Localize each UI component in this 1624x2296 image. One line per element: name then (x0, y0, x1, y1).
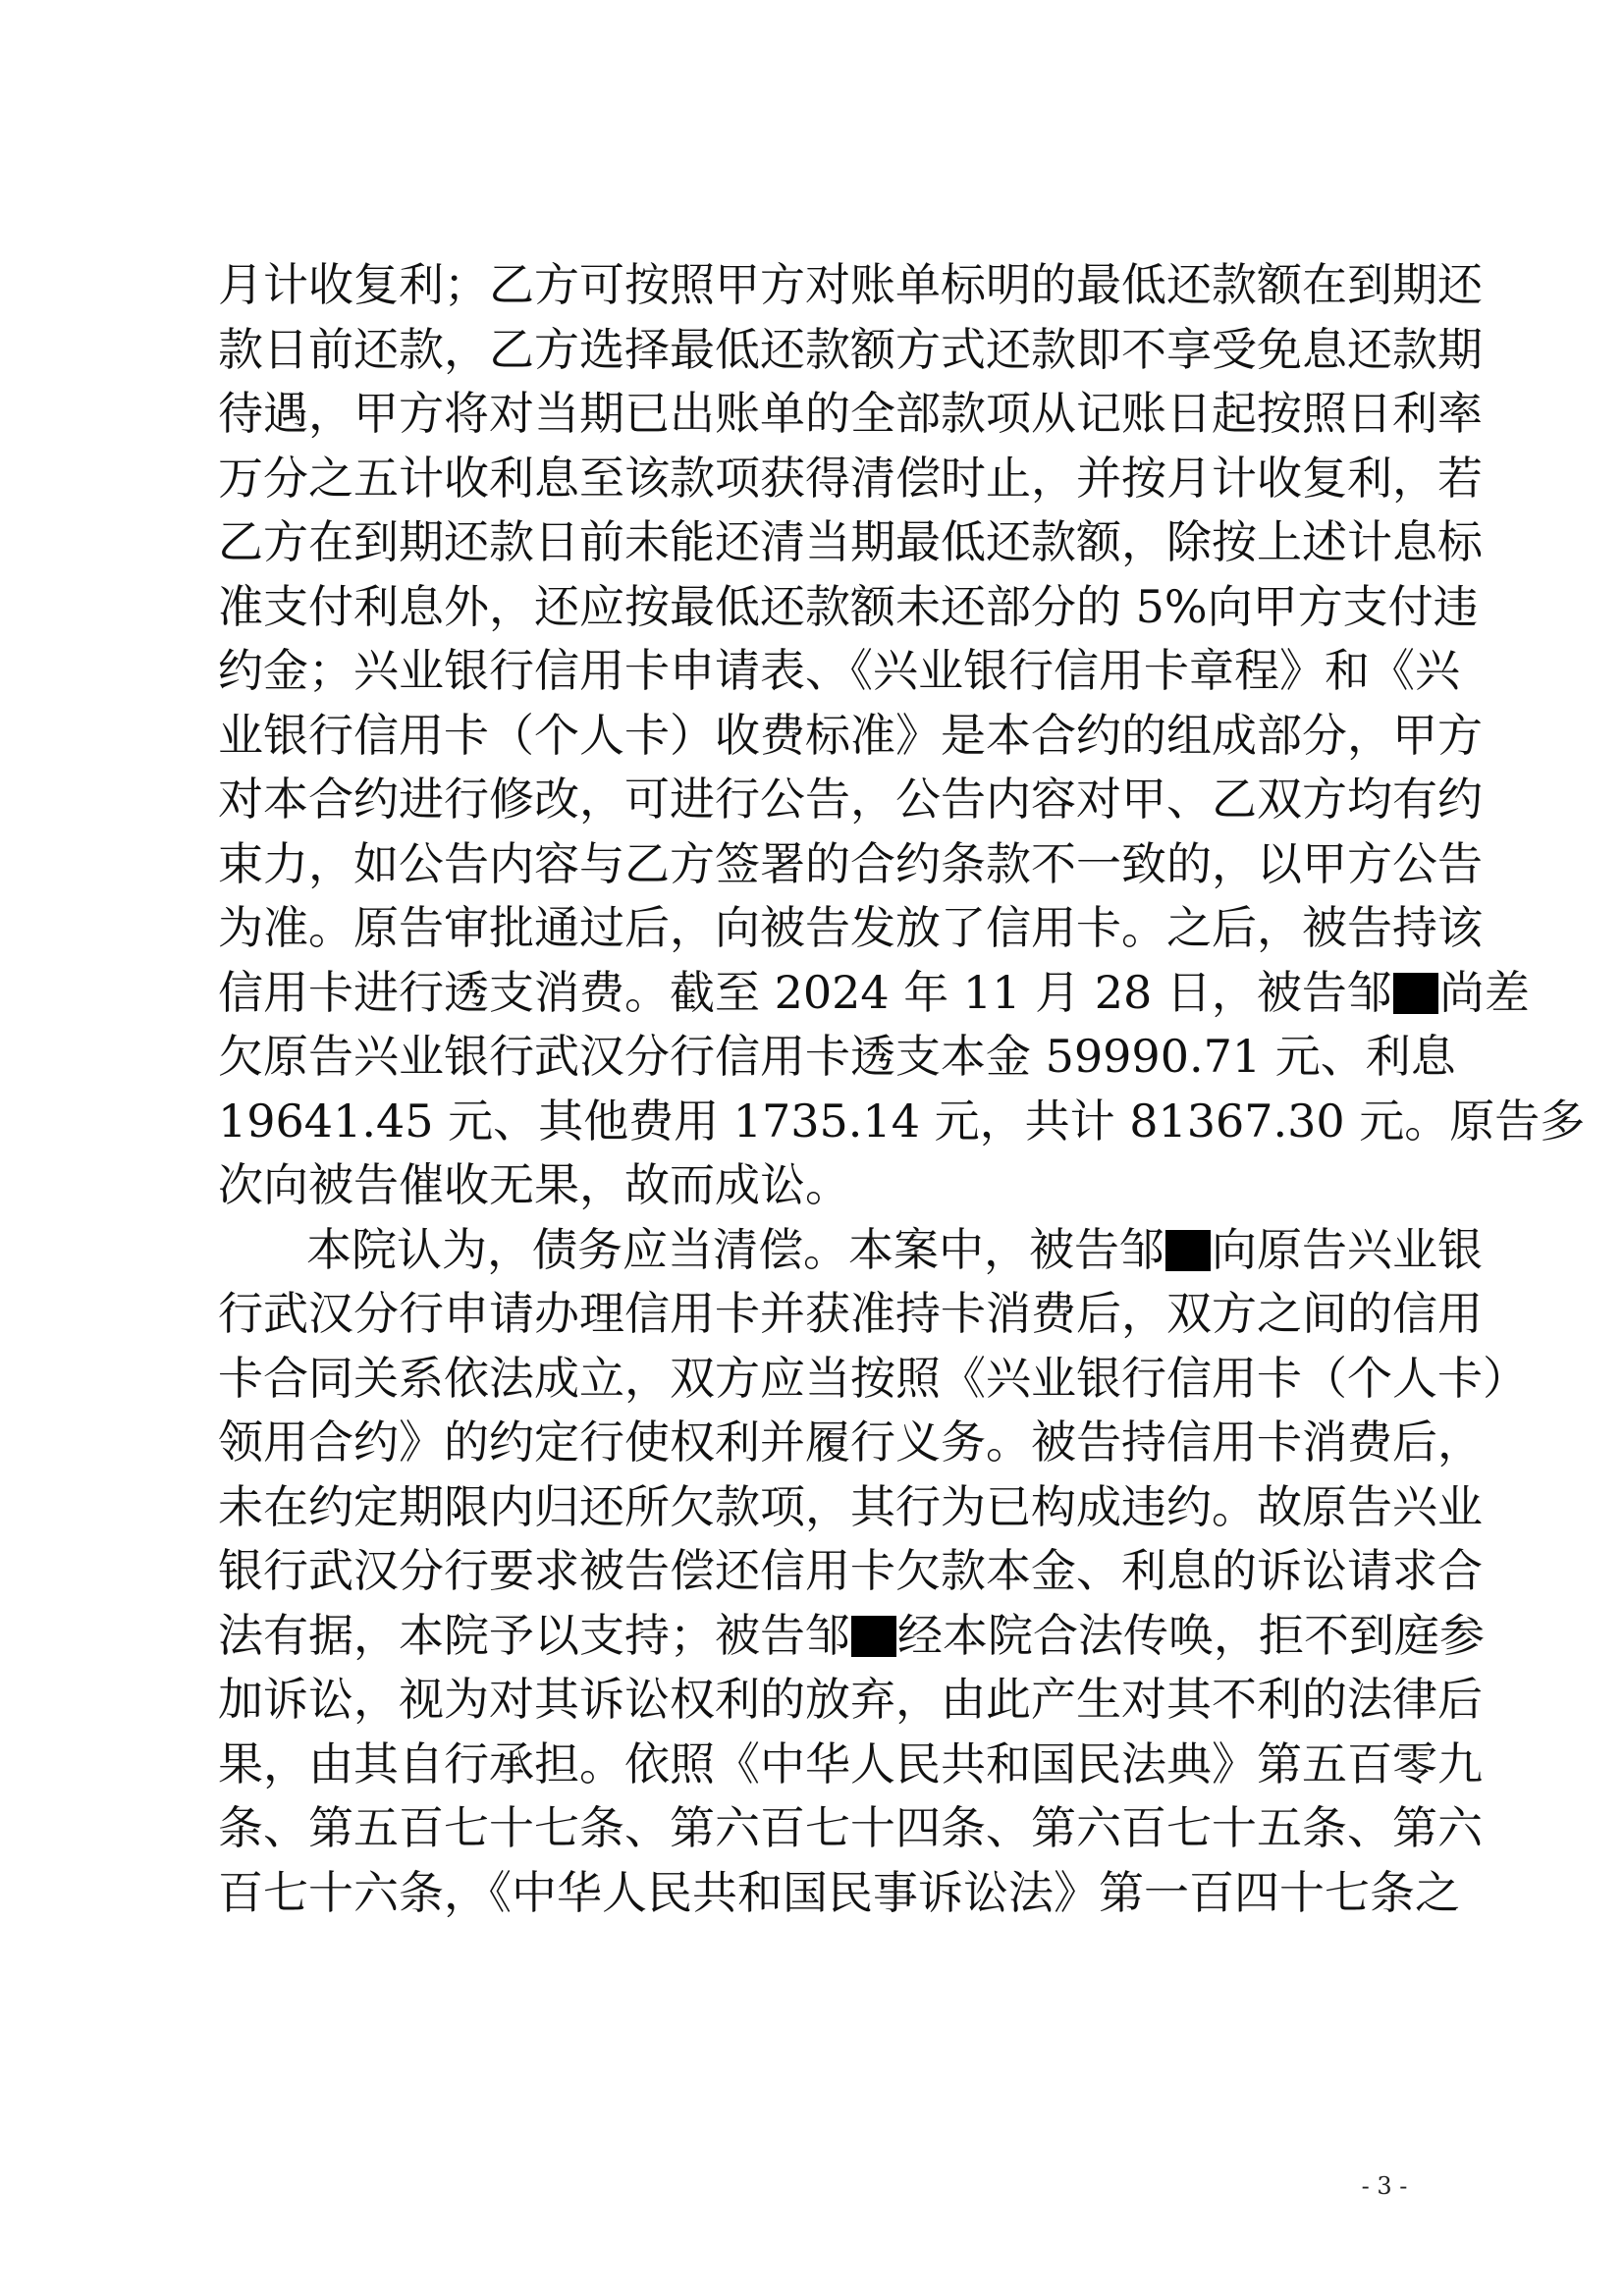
text-line: 条、第五百七十七条、第六百七十四条、第六百七十五条、第六 (218, 1801, 1483, 1854)
text-line (218, 1604, 1485, 1669)
text-line: 月计收复利；乙方可按照甲方对账单标明的最低还款额在到期还 (218, 258, 1483, 311)
text-line (218, 961, 1530, 1026)
text-line: 万分之五计收利息至该款项获得清偿时止，并按月计收复利，若 (218, 451, 1483, 505)
text-line: 19641.45 元、其他费用 1735.14 元，共计 81367.30 元。原告多 (218, 1094, 1586, 1148)
text-line: 款日前还款，乙方选择最低还款额方式还款即不享受免息还款期 (218, 322, 1483, 376)
text-line: 准支付利息外，还应按最低还款额未还部分的 5%向甲方支付违 (218, 579, 1479, 633)
text-line (218, 1218, 1483, 1283)
redaction-block (1393, 973, 1438, 1014)
text-line: 百七十六条，《中华人民共和国民事诉讼法》第一百四十七条之 (218, 1865, 1460, 1919)
document-body (218, 253, 1586, 1925)
paragraph-1 (218, 253, 1586, 1218)
redaction-block (1165, 1230, 1211, 1271)
text-line: 未在约定期限内归还所欠款项，其行为已构成违约。故原告兴业 (218, 1479, 1483, 1533)
text-line: 次向被告催收无果，故而成讼。 (218, 1158, 850, 1211)
text-line: 领用合约》的约定行使权利并履行义务。被告持信用卡消费后， (218, 1415, 1483, 1468)
paragraph-2 (218, 1218, 1528, 1926)
text-line: 加诉讼，视为对其诉讼权利的放弃，由此产生对其不利的法律后 (218, 1673, 1483, 1726)
text-segment: 法有据，本院予以支持；被告邹 (218, 1608, 850, 1662)
text-line: 银行武汉分行要求被告偿还信用卡欠款本金、利息的诉讼请求合 (218, 1544, 1483, 1597)
text-line: 对本合约进行修改，可进行公告，公告内容对甲、乙双方均有约 (218, 773, 1483, 826)
text-line: 欠原告兴业银行武汉分行信用卡透支本金 59990.71 元、利息 (218, 1030, 1456, 1083)
text-segment: 本院认为，债务应当清偿。本案中，被告邹 (306, 1222, 1164, 1276)
text-line: 为准。原告审批通过后，向被告发放了信用卡。之后，被告持该 (218, 901, 1483, 954)
text-line: 卡合同关系依法成立，双方应当按照《兴业银行信用卡（个人卡） (218, 1351, 1528, 1405)
text-segment: 经本院合法传唤，拒不到庭参 (897, 1608, 1485, 1662)
text-line: 行武汉分行申请办理信用卡并获准持卡消费后，双方之间的信用 (218, 1287, 1483, 1340)
text-line: 束力，如公告内容与乙方签署的合约条款不一致的，以甲方公告 (218, 836, 1483, 890)
text-line: 乙方在到期还款日前未能还清当期最低还款额，除按上述计息标 (218, 515, 1483, 568)
text-segment: 信用卡进行透支消费。截至 2024 年 11 月 28 日，被告邹 (218, 965, 1392, 1019)
page-number: - 3 - (1361, 2172, 1408, 2200)
text-line: 业银行信用卡（个人卡）收费标准》是本合约的组成部分，甲方 (218, 708, 1483, 762)
text-line: 待遇，甲方将对当期已出账单的全部款项从记账日起按照日利率 (218, 387, 1483, 440)
text-segment: 尚差 (1438, 965, 1530, 1019)
text-segment: 向原告兴业银 (1212, 1222, 1483, 1276)
redaction-block (851, 1616, 896, 1657)
text-line: 约金；兴业银行信用卡申请表、《兴业银行信用卡章程》和《兴 (218, 644, 1460, 697)
text-line: 果，由其自行承担。依照《中华人民共和国民法典》第五百零九 (218, 1736, 1483, 1790)
